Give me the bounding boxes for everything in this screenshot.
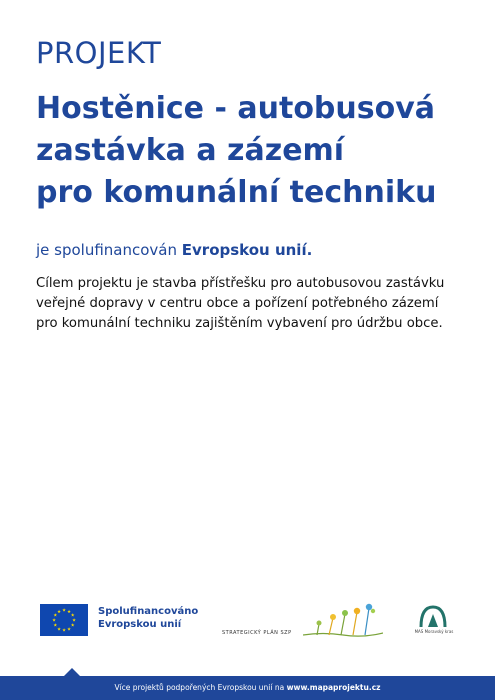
project-title [36, 88, 476, 214]
svg-text:★: ★ [66, 609, 72, 615]
eu-label-line: Spolufinancováno [98, 606, 199, 617]
svg-text:★: ★ [66, 627, 72, 633]
project-description [36, 274, 466, 334]
title-line: Hostěnice - autobusová [36, 91, 436, 126]
svg-text:★: ★ [53, 613, 58, 619]
svg-text:★: ★ [53, 623, 58, 629]
szp-plants-icon [303, 602, 383, 644]
description-line: pro komunální techniku zajištěním vybavení pro údržbu obce. [36, 316, 443, 331]
eu-flag-icon [40, 604, 88, 636]
footer-text: Více projektů podpořených Evropskou unií na [114, 683, 287, 692]
eu-stars [40, 604, 88, 636]
svg-text:★: ★ [61, 608, 67, 614]
footer-bar [0, 676, 495, 700]
svg-text:★: ★ [51, 618, 57, 624]
szp-label: STRATEGICKÝ PLÁN SZP [222, 630, 292, 636]
cofinance-eu: Evropskou unií. [181, 241, 313, 259]
description-line: Cílem projektu je stavba přístřešku pro autobusovou zastávku [36, 276, 445, 291]
eu-label-line: Evropskou unií [98, 619, 182, 630]
eu-cofinance-label [98, 605, 198, 631]
description-line: veřejné dopravy v centru obce a pořízení potřebného zázemí [36, 296, 439, 311]
project-kicker: PROJEKT [36, 36, 162, 70]
cofinance-statement [36, 241, 312, 259]
svg-text:★: ★ [70, 613, 75, 619]
svg-text:★: ★ [61, 628, 67, 634]
footer-notch [64, 668, 80, 676]
title-line: pro komunální techniku [36, 175, 437, 210]
svg-text:★: ★ [56, 627, 62, 633]
svg-text:★: ★ [70, 623, 75, 629]
footer-link[interactable]: www.mapaprojektu.cz [286, 683, 381, 692]
svg-text:★: ★ [56, 609, 62, 615]
mas-label: MAS Moravský kras [414, 629, 454, 634]
svg-text:★: ★ [71, 618, 77, 624]
logo-strip [0, 600, 495, 644]
cofinance-prefix: je spolufinancován [36, 241, 182, 259]
title-line: zastávka a zázemí [36, 133, 345, 168]
